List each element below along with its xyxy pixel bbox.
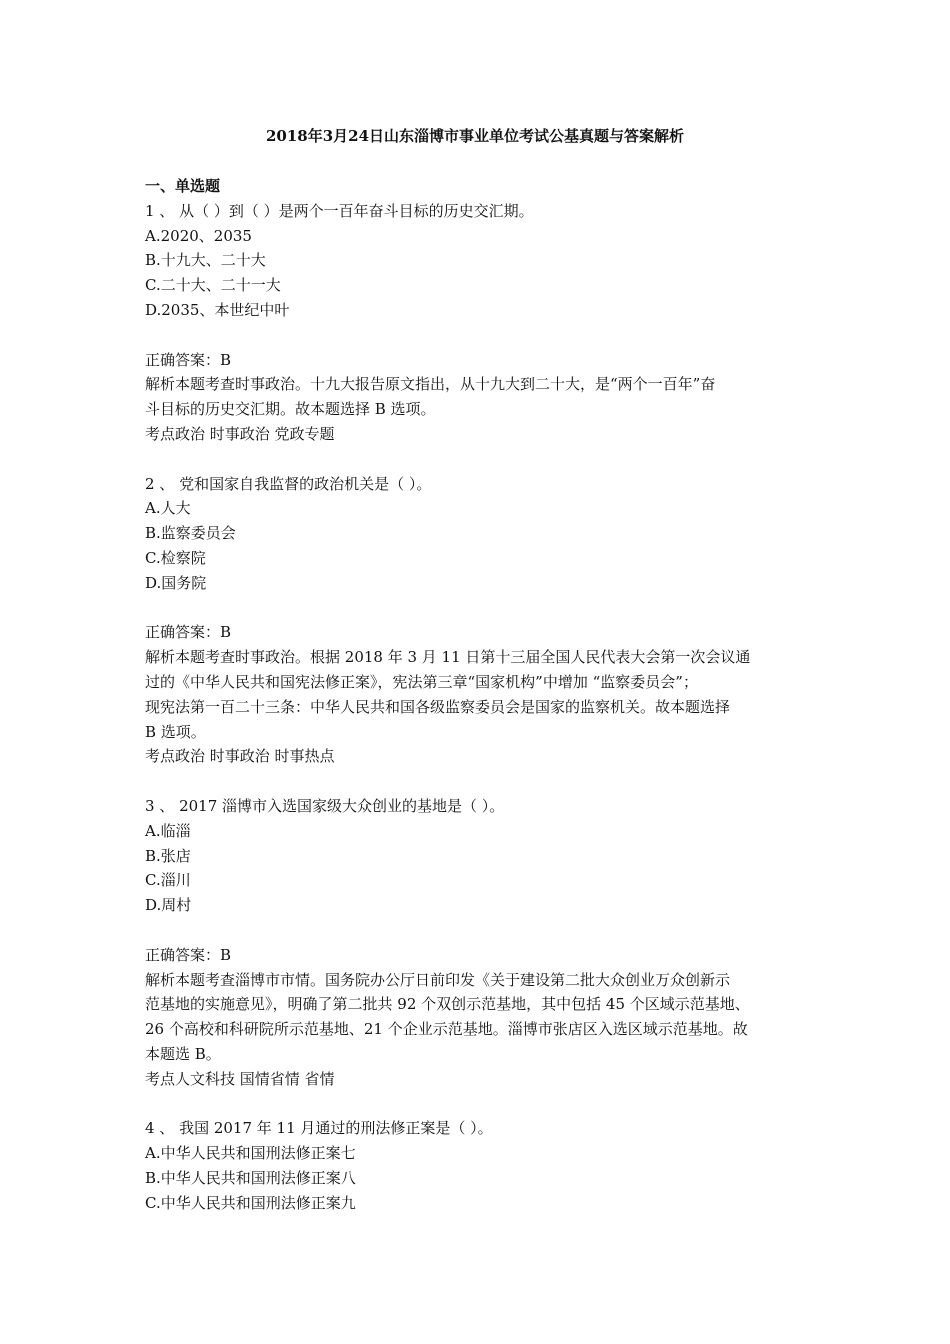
option-c: C.检察院: [145, 548, 206, 567]
topic-tags: 考点人文科技 国情省情 省情: [145, 1069, 335, 1088]
spacer: [145, 1091, 810, 1116]
analysis-line: 26 个高校和科研院所示范基地、21 个企业示范基地。淄博市张店区入选区域示范基地。故: [145, 1020, 748, 1039]
option-a: A.2020、2035: [145, 226, 252, 245]
analysis-line: 斗目标的历史交汇期。故本题选择 B 选项。: [145, 400, 436, 419]
question-3: [145, 794, 810, 1116]
topic-tags: 考点政治 时事政治 党政专题: [145, 424, 335, 443]
option-a: A.人大: [145, 499, 191, 518]
analysis-line: 现宪法第一百二十三条：中华人民共和国各级监察委员会是国家的监察机关。故本题选择: [145, 697, 731, 716]
question-stem: 2 、 党和国家自我监督的政治机关是（ ）。: [145, 474, 432, 493]
spacer: [145, 323, 810, 348]
question-2: [145, 472, 810, 794]
section-heading: 一、单选题: [145, 177, 221, 195]
question-stem: 1 、 从（ ）到（ ）是两个一百年奋斗目标的历史交汇期。: [145, 201, 534, 220]
analysis-line: 范基地的实施意见》，明确了第二批共 92 个双创示范基地，其中包括 45 个区域示范基地、: [145, 995, 750, 1014]
analysis-line: B 选项。: [145, 722, 206, 741]
correct-answer: 正确答案：B: [145, 945, 232, 964]
option-a: A.中华人民共和国刑法修正案七: [145, 1144, 356, 1163]
question-4: [145, 1116, 810, 1215]
question-1: [145, 199, 810, 472]
option-b: B.十九大、二十大: [145, 251, 266, 270]
spacer: [145, 918, 810, 943]
correct-answer: 正确答案：B: [145, 623, 232, 642]
question-stem: 3 、 2017 淄博市入选国家级大众创业的基地是（ ）。: [145, 796, 505, 815]
spacer: [145, 596, 810, 621]
analysis-line: 过的《中华人民共和国宪法修正案》，宪法第三章“国家机构”中增加 “监察委员会”；: [145, 672, 698, 691]
topic-tags: 考点政治 时事政治 时事热点: [145, 747, 335, 766]
option-b: B.张店: [145, 846, 191, 865]
option-a: A.临淄: [145, 821, 191, 840]
analysis-line: 本题选 B。: [145, 1044, 221, 1063]
correct-answer: 正确答案：B: [145, 350, 232, 369]
option-b: B.中华人民共和国刑法修正案八: [145, 1168, 356, 1187]
option-d: D.周村: [145, 896, 192, 915]
question-stem: 4 、 我国 2017 年 11 月通过的刑法修正案是（ ）。: [145, 1119, 493, 1138]
option-d: D.2035、本世纪中叶: [145, 300, 290, 319]
option-c: C.中华人民共和国刑法修正案九: [145, 1193, 356, 1212]
option-d: D.国务院: [145, 573, 207, 592]
document-body: [145, 174, 810, 1215]
analysis-line: 解析本题考查淄博市市情。国务院办公厅日前印发《关于建设第二批大众创业万众创新示: [145, 970, 731, 989]
analysis-line: 解析本题考查时事政治。十九大报告原文指出，从十九大到二十大，是“两个一百年”奋: [145, 375, 716, 394]
spacer: [145, 447, 810, 472]
option-b: B.监察委员会: [145, 524, 236, 543]
analysis-line: 解析本题考查时事政治。根据 2018 年 3 月 11 日第十三届全国人民代表大会第一次会议通: [145, 648, 751, 667]
option-c: C.二十大、二十一大: [145, 276, 281, 295]
spacer: [145, 769, 810, 794]
option-c: C.淄川: [145, 871, 191, 890]
document-title: 2018年3月24日山东淄博市事业单位考试公基真题与答案解析: [265, 127, 685, 145]
